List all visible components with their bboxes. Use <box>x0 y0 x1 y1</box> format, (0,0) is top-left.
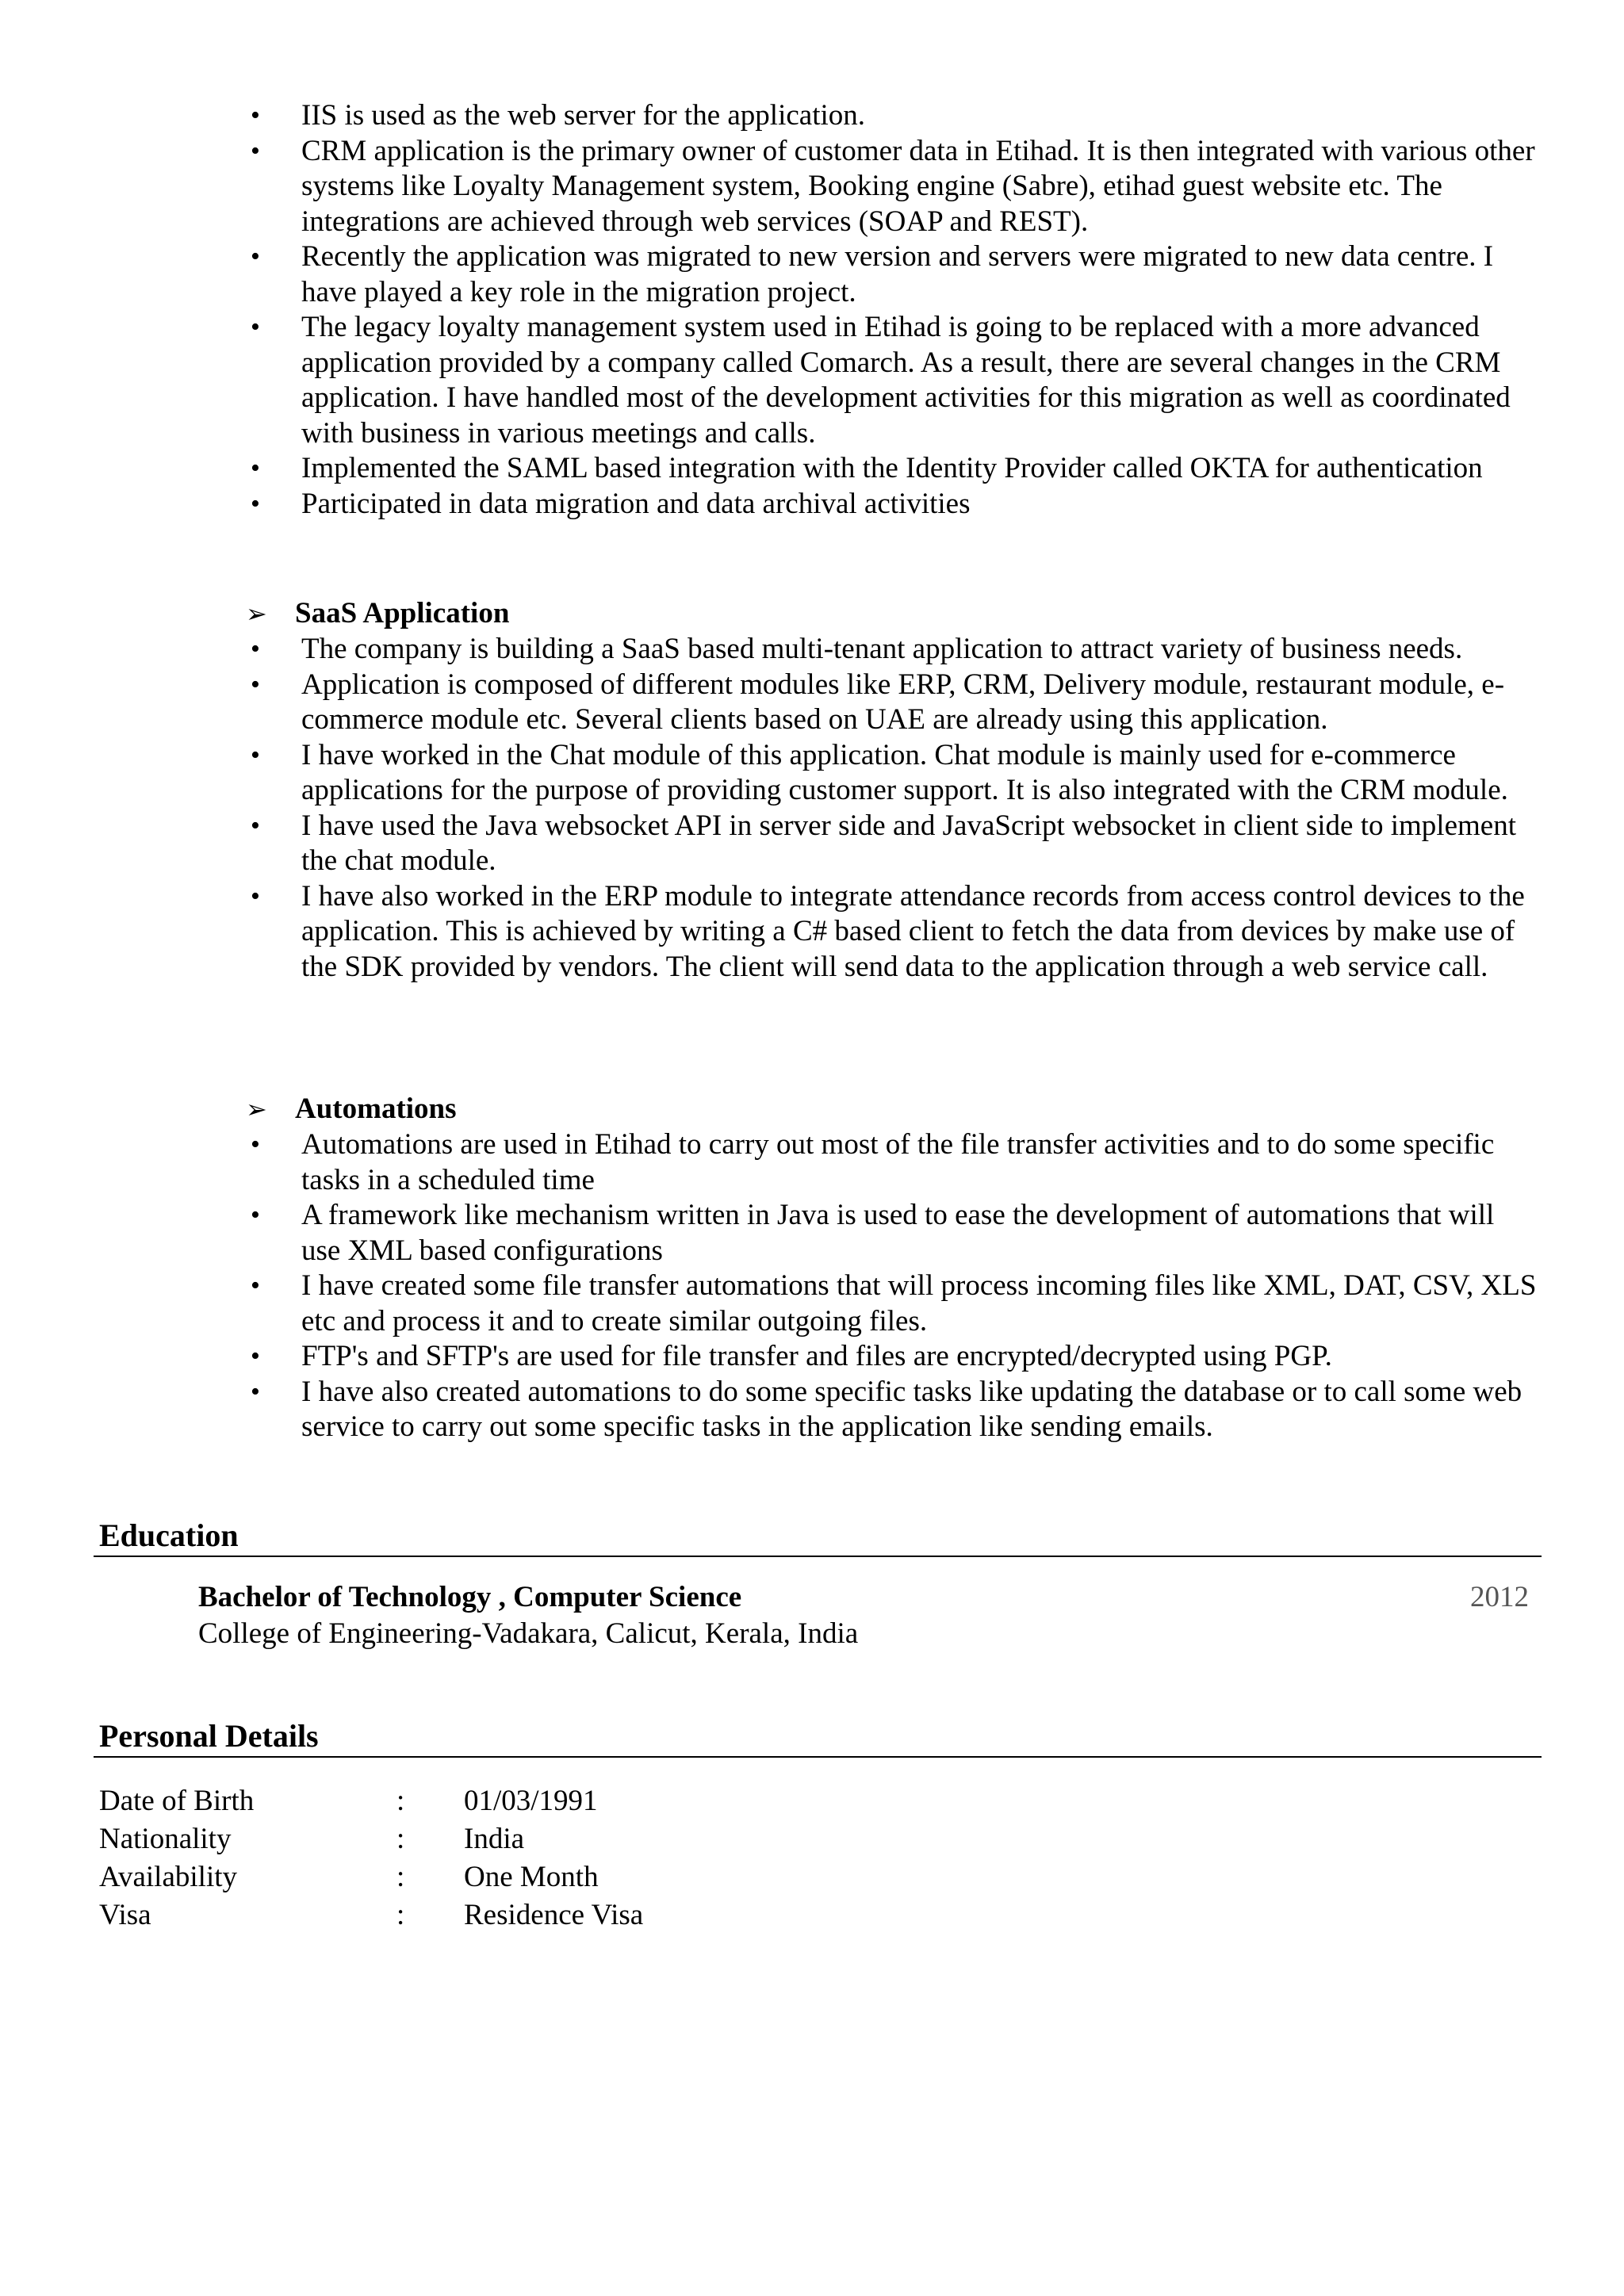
list-item <box>251 487 1538 522</box>
bullet-text: I have used the Java websocket API in server side and JavaScript websocket in client side to implement the chat module. <box>301 809 1516 877</box>
bullet-icon: • <box>251 453 260 483</box>
bullet-icon: • <box>251 634 260 664</box>
personal-detail-separator: : <box>396 1823 405 1855</box>
list-item <box>251 1198 1538 1269</box>
list-item <box>251 1127 1538 1198</box>
saas-application-title: SaaS Application <box>295 597 510 629</box>
saas-bullet-list <box>251 632 1538 985</box>
bullet-icon: • <box>251 242 260 271</box>
bullet-icon: • <box>251 488 260 519</box>
bullet-icon: • <box>251 312 260 342</box>
list-item <box>251 310 1538 451</box>
bullet-text: A framework like mechanism written in Java is used to ease the development of automations that will use XML based configurations <box>301 1199 1495 1267</box>
bullet-icon: • <box>251 136 260 166</box>
bullet-text: Recently the application was migrated to new version and servers were migrated to new data centre. I have played a key role in the migration project. <box>301 240 1494 308</box>
saas-application-heading <box>246 596 509 632</box>
bullet-text: I have also created automations to do some specific tasks like updating the database or to call some web service to carry out some specific tasks in the application like sending emails. <box>301 1375 1522 1443</box>
list-item <box>251 98 1538 134</box>
bullet-text: I have also worked in the ERP module to integrate attendance records from access control devices to the application. This is achieved by writing a C# based client to fetch the data from devices by make use of the SDK provided by vendors. The client will send data to the application through a web service call. <box>301 879 1525 983</box>
bullet-icon: • <box>251 881 260 911</box>
bullet-icon: • <box>251 1376 260 1406</box>
list-item <box>251 1339 1538 1375</box>
bullet-text: IIS is used as the web server for the application. <box>301 99 866 132</box>
bullet-text: Automations are used in Etihad to carry out most of the file transfer activities and to do some specific tasks in a scheduled time <box>301 1128 1495 1196</box>
list-item <box>251 134 1538 240</box>
personal-detail-label: Date of Birth <box>99 1785 255 1817</box>
education-section-title: Education <box>99 1517 239 1553</box>
personal-detail-label: Nationality <box>99 1823 232 1855</box>
personal-detail-label: Availability <box>99 1861 237 1893</box>
bullet-text: I have created some file transfer automations that will process incoming files like XML, DAT, CSV, XLS etc and process it and to create similar outgoing files. <box>301 1269 1537 1337</box>
personal-details-divider <box>94 1756 1542 1758</box>
list-item <box>251 1375 1538 1445</box>
personal-detail-separator: : <box>396 1899 405 1931</box>
bullet-text: FTP's and SFTP's are used for file transfer and files are encrypted/decrypted using PGP. <box>301 1340 1332 1372</box>
bullet-icon: • <box>251 101 260 130</box>
automations-heading <box>246 1092 457 1127</box>
bullet-text: CRM application is the primary owner of customer data in Etihad. It is then integrated with various other systems like Loyalty Management system, Booking engine (Sabre), etihad guest website etc. The integrations are achieved through web services (SOAP and REST). <box>301 134 1535 238</box>
bullet-text: The legacy loyalty management system used in Etihad is going to be replaced with a more advanced application provided by a company called Comarch. As a result, there are several changes in the CRM application. I have handled most of the development activities for this migration as well as coordinated with business in various meetings and calls. <box>301 311 1511 450</box>
bullet-icon: • <box>251 1200 260 1230</box>
personal-detail-row-visa <box>99 1898 813 1933</box>
etihad-crm-bullet-list <box>251 98 1538 522</box>
list-item <box>251 451 1538 487</box>
list-item <box>251 738 1538 809</box>
bullet-icon: • <box>251 810 260 840</box>
personal-detail-label: Visa <box>99 1899 151 1931</box>
list-item <box>251 879 1538 985</box>
bullet-icon: • <box>251 1341 260 1371</box>
list-item <box>251 668 1538 738</box>
education-divider <box>94 1556 1542 1557</box>
automations-title: Automations <box>295 1093 457 1125</box>
list-item <box>251 239 1538 310</box>
bullet-icon: • <box>251 740 260 770</box>
arrow-bullet-icon: ➢ <box>246 599 267 629</box>
bullet-icon: • <box>251 1130 260 1159</box>
personal-detail-value: India <box>464 1823 525 1855</box>
personal-detail-separator: : <box>396 1861 405 1893</box>
personal-detail-value: Residence Visa <box>464 1899 644 1931</box>
list-item <box>251 1269 1538 1339</box>
education-college: College of Engineering-Vadakara, Calicut, Kerala, India <box>198 1617 859 1650</box>
arrow-bullet-icon: ➢ <box>246 1094 267 1124</box>
personal-detail-row-nationality <box>99 1822 813 1857</box>
bullet-text: I have worked in the Chat module of this application. Chat module is mainly used for e-commerce applications for the purpose of providing customer support. It is also integrated with the CRM module. <box>301 738 1508 806</box>
automations-bullet-list <box>251 1127 1538 1445</box>
education-degree: Bachelor of Technology , Computer Science <box>198 1581 742 1613</box>
personal-details-section-title: Personal Details <box>99 1718 319 1754</box>
personal-detail-value: 01/03/1991 <box>464 1785 598 1817</box>
list-item <box>251 632 1538 668</box>
bullet-text: Participated in data migration and data archival activities <box>301 487 971 520</box>
bullet-text: Application is composed of different modules like ERP, CRM, Delivery module, restaurant module, e-commerce module etc. Several clients based on UAE are already using this application. <box>301 668 1505 736</box>
personal-detail-separator: : <box>396 1785 405 1817</box>
list-item <box>251 809 1538 879</box>
bullet-text: The company is building a SaaS based multi-tenant application to attract variety of business needs. <box>301 633 1463 665</box>
bullet-icon: • <box>251 1271 260 1300</box>
personal-detail-row-availability <box>99 1860 813 1895</box>
bullet-text: Implemented the SAML based integration with the Identity Provider called OKTA for authentication <box>301 452 1483 484</box>
bullet-icon: • <box>251 669 260 699</box>
education-year: 2012 <box>1470 1581 1529 1613</box>
personal-detail-row-dob <box>99 1784 813 1819</box>
personal-detail-value: One Month <box>464 1861 599 1893</box>
